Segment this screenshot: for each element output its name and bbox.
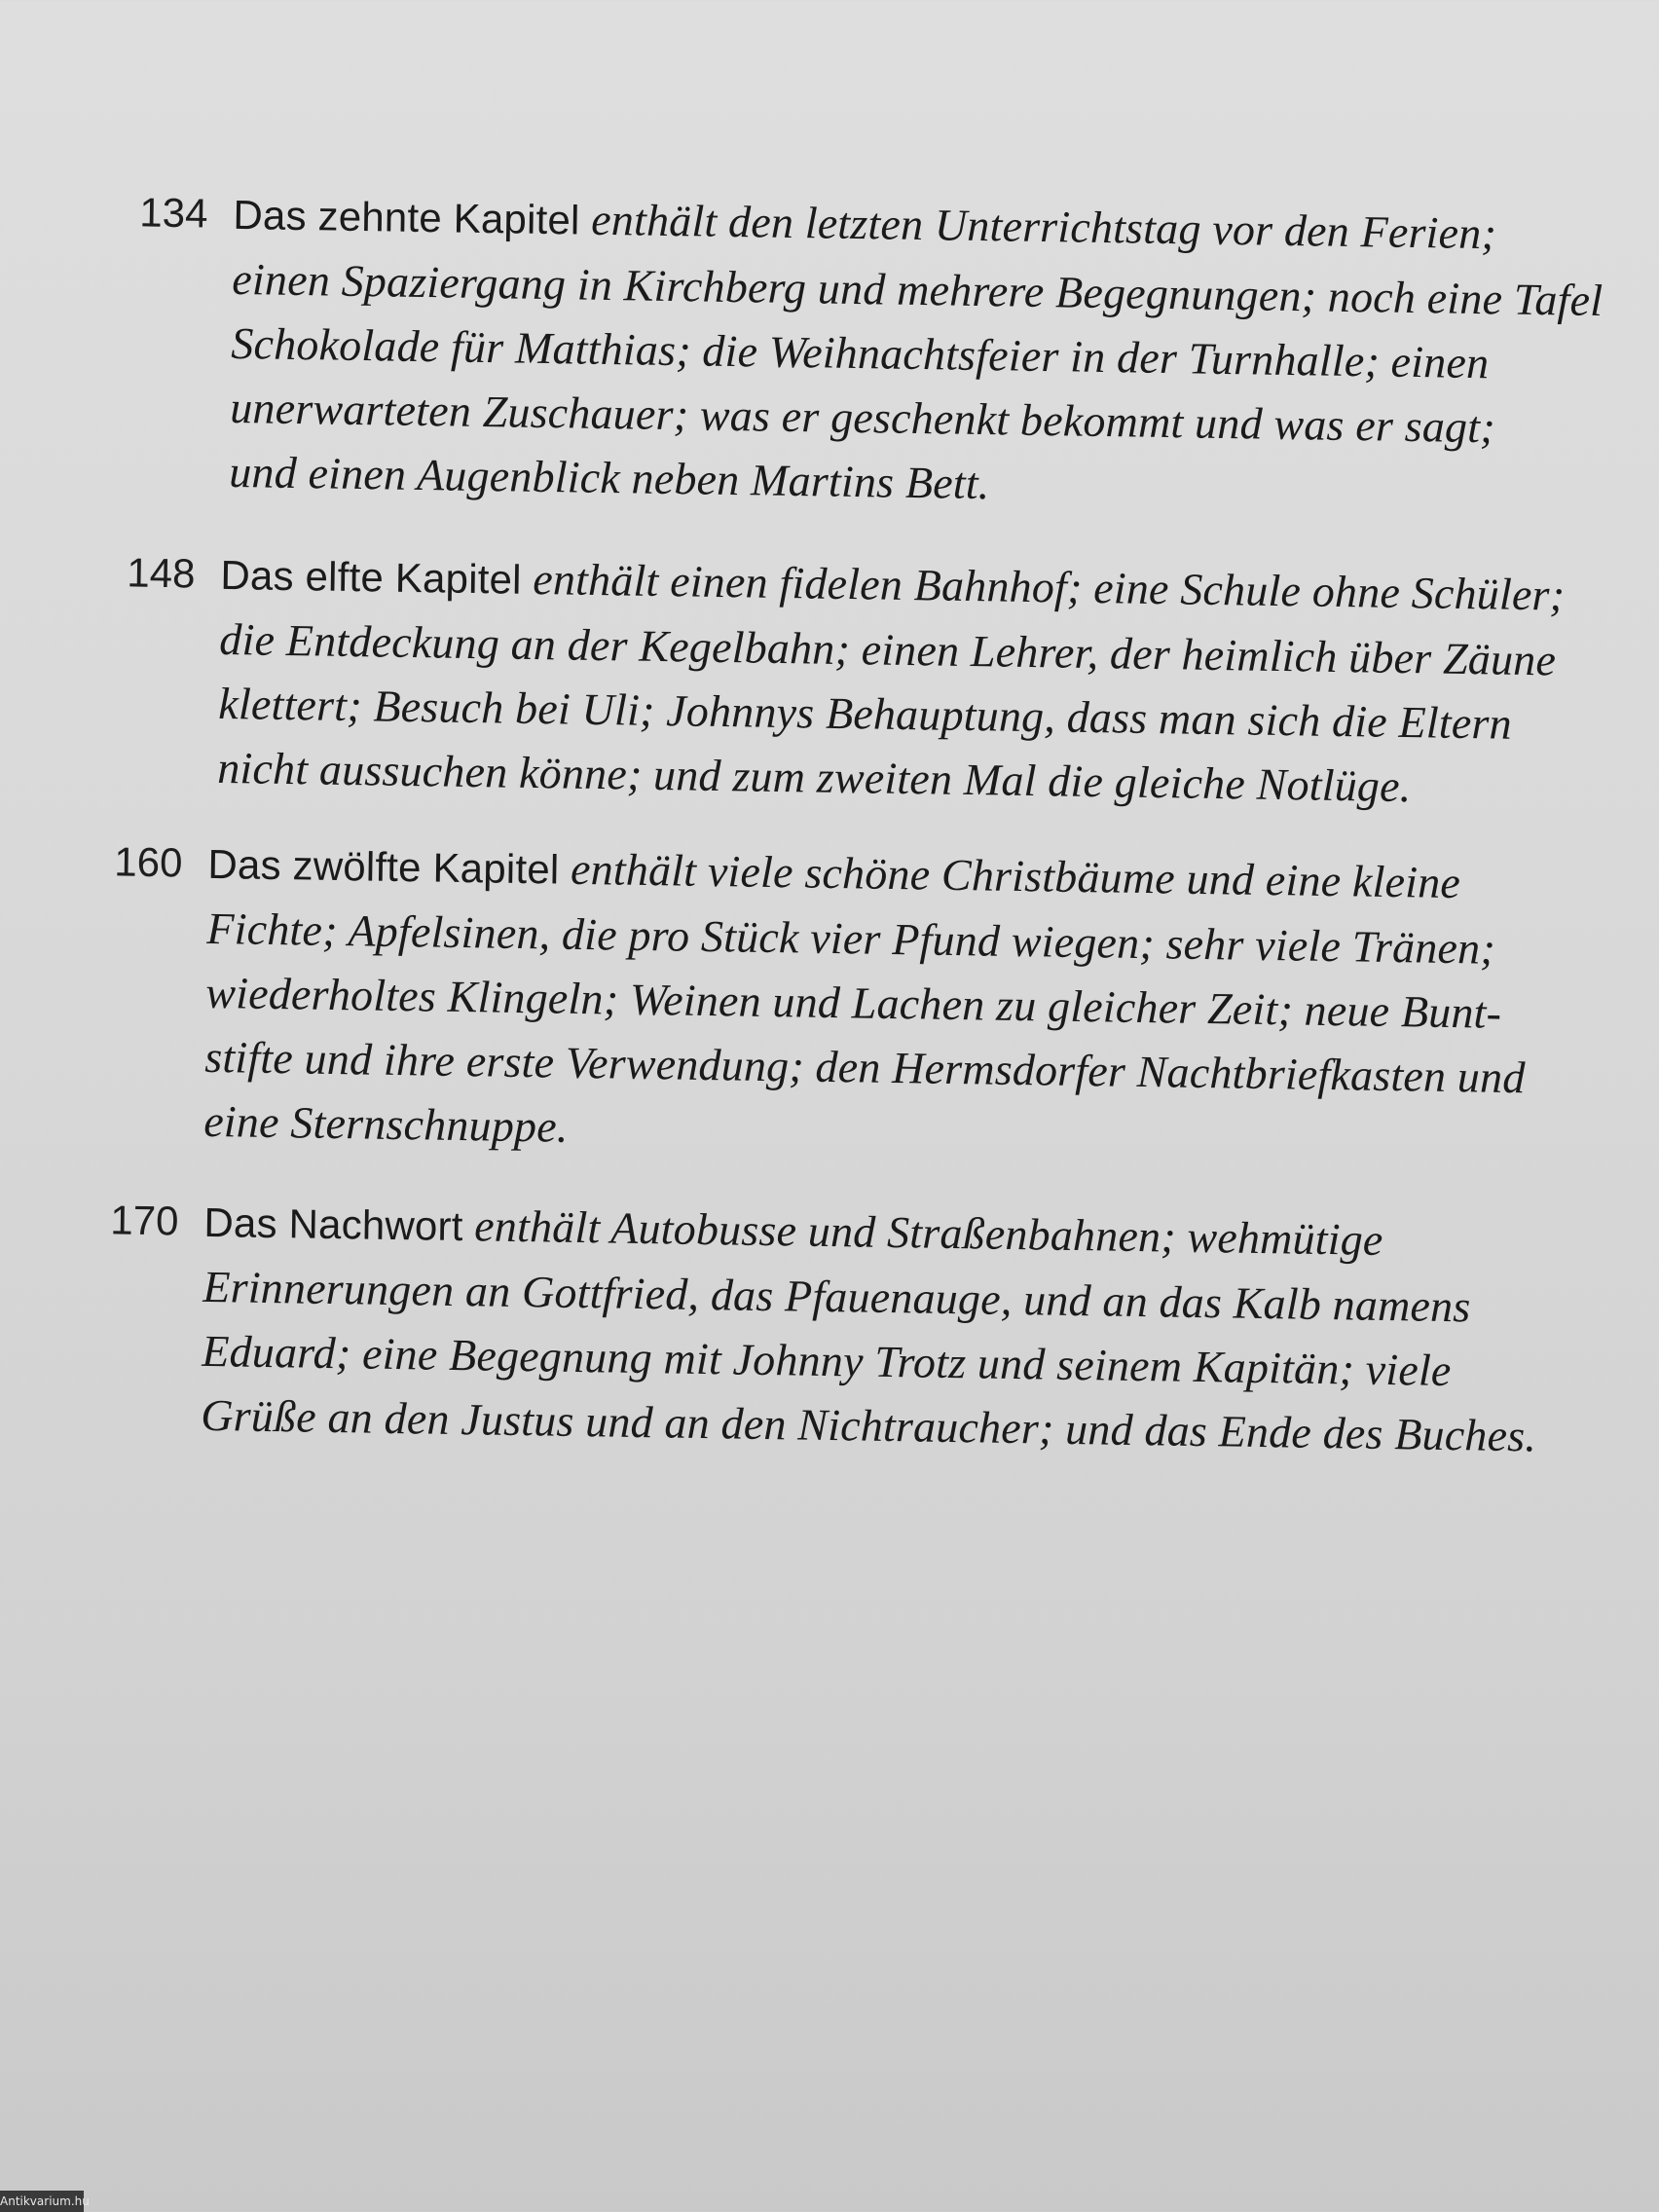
toc-line: die Entdeckung an der Kegelbahn; einen Lehrer, der heimlich über Zäune bbox=[219, 613, 1557, 685]
toc-entry-text bbox=[229, 182, 1636, 527]
toc-line: unerwarteten Zuschauer; was er geschenkt bekommt und was er sagt; bbox=[229, 382, 1496, 453]
toc-line: eine Sternschnuppe. bbox=[203, 1095, 569, 1152]
chapter-title: Das elfte Kapitel bbox=[220, 551, 523, 603]
chapter-description: enthält einen fidelen Bahnhof; eine Schule ohne Schüler; bbox=[521, 553, 1566, 620]
toc-line: Schokolade für Matthias; die Weihnachtsfeier in der Turnhalle; einen bbox=[230, 317, 1490, 388]
chapter-title: Das Nachwort bbox=[203, 1198, 463, 1250]
toc-line: wiederholtes Klingeln; Weinen und Lachen zu gleicher Zeit; neue Bunt- bbox=[204, 967, 1502, 1038]
toc-line: einen Spaziergang in Kirchberg und mehrere Begegnungen; noch eine Tafel bbox=[232, 253, 1604, 326]
toc-line: klettert; Besuch bei Uli; Johnnys Behauptung, dass man sich die Eltern bbox=[217, 678, 1513, 749]
toc-page-number: 160 bbox=[114, 838, 183, 886]
toc-line: stifte und ihre erste Verwendung; den Hermsdorfer Nachtbriefkasten und bbox=[203, 1031, 1526, 1103]
toc-line: Eduard; eine Begegnung mit Johnny Trotz und seinem Kapitän; viele bbox=[201, 1325, 1452, 1396]
toc-entry bbox=[90, 830, 1647, 1152]
toc-line: Fichte; Apfelsinen, die pro Stück vier Pfund wiegen; sehr viele Tränen; bbox=[206, 903, 1496, 974]
toc-entry bbox=[102, 540, 1659, 812]
toc-entry-text bbox=[217, 542, 1623, 823]
toc-line: Erinnerungen an Gottfried, das Pfauenauge, und an das Kalb namens bbox=[203, 1261, 1471, 1332]
chapter-description: enthält Autobusse und Straßenbahnen; wehmütige bbox=[462, 1200, 1383, 1265]
chapter-title: Das zehnte Kapitel bbox=[233, 191, 580, 243]
watermark-label: Antikvarium.hu bbox=[0, 2191, 84, 2212]
toc-page-number: 148 bbox=[127, 549, 196, 597]
toc-line: und einen Augenblick neben Martins Bett. bbox=[228, 446, 990, 509]
toc-line: nicht aussuchen könne; und zum zweiten Mal die gleiche Notlüge. bbox=[216, 742, 1412, 812]
toc-entry-text bbox=[201, 1190, 1606, 1470]
chapter-description: enthält den letzten Unterrichtstag vor den Ferien; bbox=[579, 194, 1497, 259]
chapter-title: Das zwölfte Kapitel bbox=[207, 840, 560, 893]
toc-entry-text bbox=[203, 831, 1610, 1176]
chapter-description: enthält viele schöne Christbäume und eine kleine bbox=[558, 843, 1461, 908]
toc-line: Grüße an den Justus und an den Nichtraucher; und das Ende des Buches. bbox=[200, 1389, 1537, 1461]
toc-entry bbox=[115, 180, 1659, 509]
toc-page-number: 170 bbox=[110, 1197, 179, 1244]
toc-page-number: 134 bbox=[139, 189, 208, 237]
